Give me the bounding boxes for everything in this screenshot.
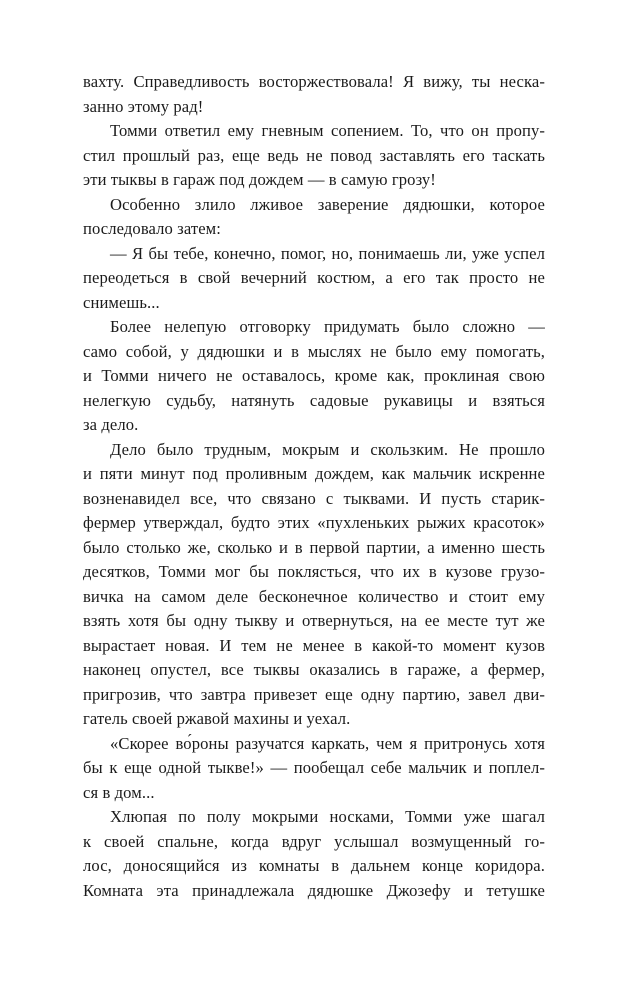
text-line: снимешь... bbox=[83, 292, 160, 312]
text-line: взять хотя бы одну тыкву и отвернуться, на ее месте тут же bbox=[83, 611, 545, 630]
text-line: переодеться в свой вечерний костюм, а его так просто не bbox=[83, 268, 545, 287]
paragraph bbox=[83, 438, 545, 732]
text-block bbox=[83, 70, 545, 903]
text-line: Хлюпая по полу мокрыми носками, Томми уже шагал bbox=[110, 807, 545, 826]
text-line: десятков, Томми мог бы поклясться, что их в кузове грузо- bbox=[83, 562, 545, 581]
text-line: бы к еще одной тыкве!» — пообещал себе мальчик и поплел- bbox=[83, 758, 545, 777]
text-line: эти тыквы в гараж под дождем — в самую грозу! bbox=[83, 170, 436, 189]
text-line: лос, доносящийся из комнаты в дальнем конце коридора. bbox=[83, 856, 545, 875]
text-line: само собой, у дядюшки и в мыслях не было ему помогать, bbox=[83, 341, 545, 361]
text-line: возненавидел все, что связано с тыквами. И пусть старик- bbox=[83, 488, 545, 508]
text-line: к своей спальне, когда вдруг услышал возмущенный го- bbox=[83, 831, 545, 851]
text-line: последовало затем: bbox=[83, 219, 221, 238]
text-line: пригрозив, что завтра привезет еще одну партию, завел дви- bbox=[83, 684, 545, 704]
text-line: вахту. Справедливость восторжествовала! Я вижу, ты неска- bbox=[83, 72, 545, 91]
text-line: занно этому рад! bbox=[83, 96, 204, 116]
text-line: наконец опустел, все тыквы оказались в гараже, а фермер, bbox=[83, 660, 545, 679]
text-line: Комната эта принадлежала дядюшке Джозефу и тетушке bbox=[83, 880, 545, 900]
text-line: нелегкую судьбу, натянуть садовые рукавицы и взяться bbox=[83, 390, 545, 410]
text-line: ся в дом... bbox=[83, 782, 155, 802]
paragraph bbox=[83, 119, 545, 193]
text-line: Особенно злило лживое заверение дядюшки, которое bbox=[110, 194, 545, 214]
text-line: — Я бы тебе, конечно, помог, но, понимаешь ли, уже успел bbox=[110, 243, 545, 263]
paragraph bbox=[83, 315, 545, 438]
paragraph bbox=[83, 193, 545, 242]
text-line: и пяти минут под проливным дождем, как мальчик искренне bbox=[83, 464, 545, 483]
text-line: было столько же, сколько и в первой партии, а именно шесть bbox=[83, 537, 545, 557]
text-line: и Томми ничего не оставалось, кроме как, проклиная свою bbox=[83, 366, 545, 385]
paragraph bbox=[83, 732, 545, 806]
paragraph bbox=[83, 70, 545, 119]
paragraph bbox=[83, 805, 545, 903]
text-line: фермер утверждал, будто этих «пухленьких рыжих красоток» bbox=[83, 513, 545, 532]
text-line: «Скорее во́роны разучатся каркать, чем я притронусь хотя bbox=[110, 733, 545, 753]
text-line: стил прошлый раз, еще ведь не повод заставлять его таскать bbox=[83, 145, 545, 165]
text-line: вырастает новая. И тем не менее в какой-то момент кузов bbox=[83, 635, 545, 655]
text-line: Дело было трудным, мокрым и скользким. Не прошло bbox=[110, 439, 545, 459]
text-line: за дело. bbox=[83, 415, 139, 434]
text-line: вичка на самом деле бесконечное количество и стоит ему bbox=[83, 586, 545, 606]
text-line: Томми ответил ему гневным сопением. То, что он пропу- bbox=[110, 121, 545, 140]
paragraph bbox=[83, 242, 545, 316]
text-line: Более нелепую отговорку придумать было сложно — bbox=[110, 317, 545, 336]
text-line: гатель своей ржавой махины и уехал. bbox=[83, 709, 351, 728]
